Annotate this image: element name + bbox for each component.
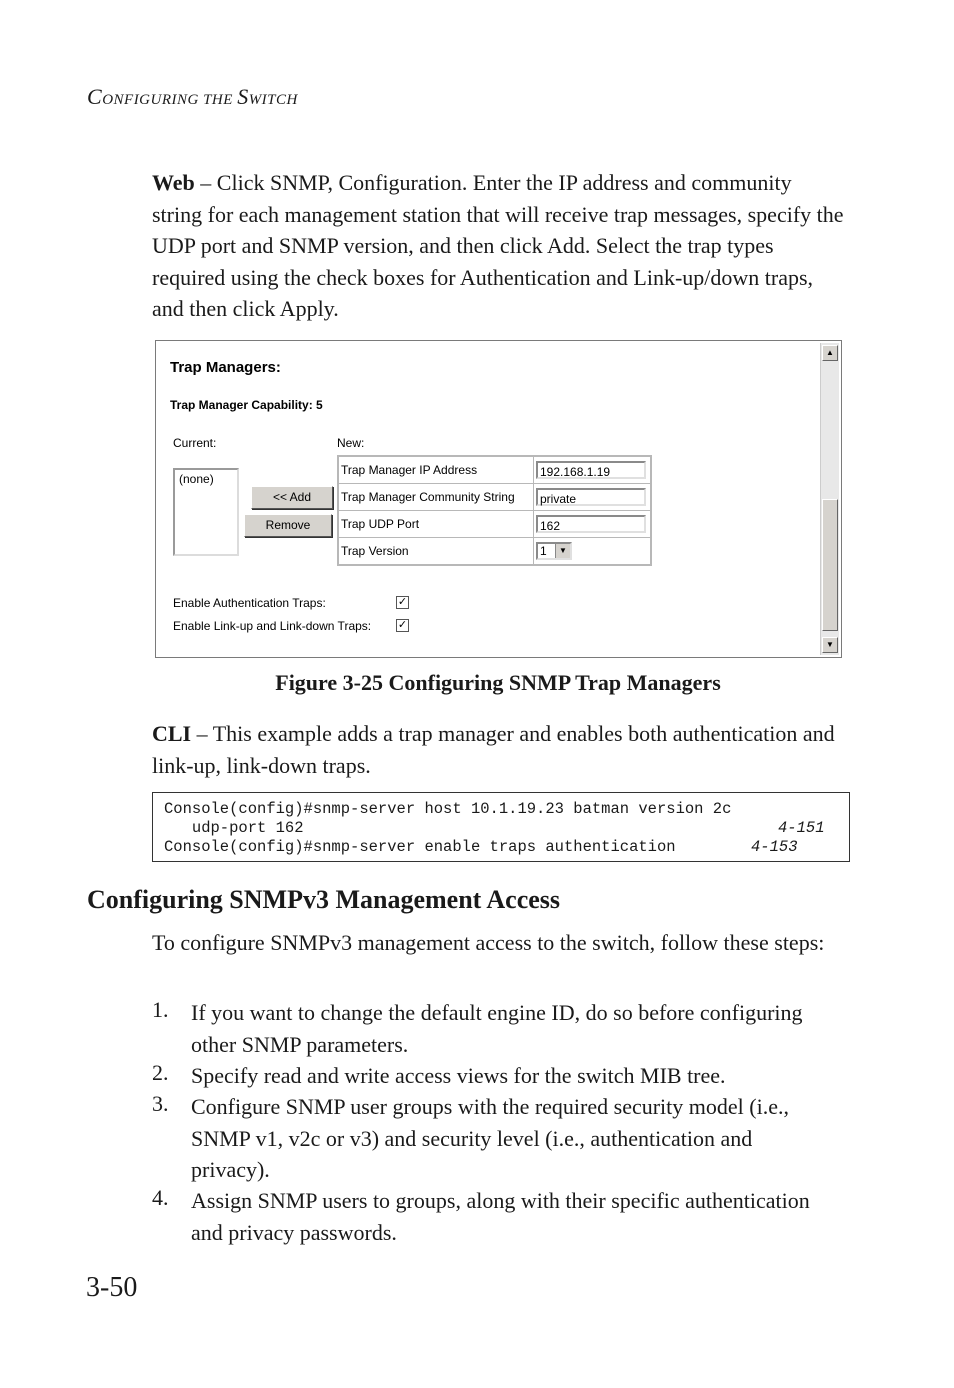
cli-lead: CLI bbox=[152, 721, 192, 746]
running-header bbox=[87, 84, 298, 110]
link-traps-label: Enable Link-up and Link-down Traps: bbox=[173, 619, 372, 633]
udp-port-label: Trap UDP Port bbox=[338, 511, 534, 538]
step-line: other SNMP parameters. bbox=[191, 1031, 409, 1057]
new-label: New: bbox=[337, 436, 365, 450]
code-reference: 4-153 bbox=[751, 838, 798, 856]
web-lead: Web bbox=[152, 170, 195, 195]
step-text bbox=[191, 1091, 851, 1186]
community-string-label: Trap Manager Community String bbox=[338, 484, 534, 511]
trap-capability-label: Trap Manager Capability: 5 bbox=[170, 398, 323, 412]
ip-address-label: Trap Manager IP Address bbox=[338, 456, 534, 484]
step-text bbox=[191, 997, 851, 1060]
web-paragraph bbox=[152, 167, 847, 325]
step-number: 2. bbox=[152, 1060, 169, 1085]
cli-text: – This example adds a trap manager and enables both authentication and link-up, link-down traps. bbox=[152, 721, 835, 778]
scroll-down-icon[interactable]: ▼ bbox=[822, 637, 838, 653]
step-line: Specify read and write access views for the switch MIB tree. bbox=[191, 1063, 726, 1088]
vertical-scrollbar[interactable] bbox=[820, 343, 839, 655]
header-text-2: WITCH bbox=[248, 92, 298, 108]
page-number: 3-50 bbox=[86, 1272, 138, 1303]
udp-port-input[interactable]: 162 bbox=[536, 515, 646, 533]
intro-paragraph: To configure SNMPv3 management access to the switch, follow these steps: bbox=[152, 930, 825, 955]
code-line: Console(config)#snmp-server enable traps authentication bbox=[164, 838, 676, 856]
step-line: Configure SNMP user groups with the required security model (i.e., bbox=[191, 1094, 789, 1119]
scroll-up-icon[interactable]: ▲ bbox=[822, 345, 838, 361]
code-line: udp-port 162 bbox=[164, 819, 304, 837]
trap-version-value: 1 bbox=[540, 544, 547, 558]
current-list-item[interactable]: (none) bbox=[179, 472, 214, 486]
community-string-input[interactable]: private bbox=[536, 488, 646, 506]
step-text bbox=[191, 1185, 851, 1248]
step-line: If you want to change the default engine ID, do so before configuring bbox=[191, 1000, 803, 1025]
form-row bbox=[338, 511, 651, 538]
step-line: and privacy passwords. bbox=[191, 1219, 397, 1245]
ip-address-input[interactable]: 192.168.1.19 bbox=[536, 461, 646, 479]
step-number: 4. bbox=[152, 1185, 169, 1210]
section-heading: Configuring SNMPv3 Management Access bbox=[87, 885, 561, 914]
web-text: – Click SNMP, Configuration. Enter the IP address and community string for each management station that will receive trap messages, specify the UDP port and SNMP version, and then click Add. Select the trap types required using the check boxes for Authentication and Link-up/down traps, and then click Apply. bbox=[152, 170, 844, 321]
form-row bbox=[338, 538, 651, 566]
remove-button[interactable]: Remove bbox=[244, 514, 332, 537]
current-label: Current: bbox=[173, 436, 217, 450]
code-reference: 4-151 bbox=[778, 819, 825, 837]
auth-traps-label: Enable Authentication Traps: bbox=[173, 596, 326, 610]
form-row bbox=[338, 484, 651, 511]
checkmark-icon: ✓ bbox=[397, 619, 408, 631]
trap-version-label: Trap Version bbox=[338, 538, 534, 566]
trap-version-select[interactable] bbox=[536, 542, 572, 560]
cli-code-block bbox=[152, 792, 850, 862]
add-button[interactable]: << Add bbox=[251, 486, 333, 509]
form-row bbox=[338, 456, 651, 484]
header-text-1: ONFIGURING THE bbox=[102, 92, 238, 108]
header-cap-s: S bbox=[237, 84, 249, 109]
step-number: 3. bbox=[152, 1091, 169, 1116]
trap-managers-title: Trap Managers: bbox=[170, 359, 281, 376]
new-trap-manager-form bbox=[337, 455, 652, 566]
figure-caption: Figure 3-25 Configuring SNMP Trap Managers bbox=[275, 670, 721, 695]
step-line: SNMP v1, v2c or v3) and security level (i.e., authentication and bbox=[191, 1125, 753, 1151]
auth-traps-checkbox[interactable] bbox=[396, 596, 409, 609]
step-text bbox=[191, 1060, 851, 1092]
link-traps-checkbox[interactable] bbox=[396, 619, 409, 632]
scroll-thumb[interactable] bbox=[822, 499, 838, 631]
trap-managers-screenshot bbox=[155, 340, 842, 658]
step-line: Assign SNMP users to groups, along with their specific authentication bbox=[191, 1188, 810, 1213]
current-trap-list[interactable] bbox=[173, 468, 239, 556]
dropdown-arrow-icon[interactable]: ▼ bbox=[555, 544, 570, 558]
code-line: Console(config)#snmp-server host 10.1.19.23 batman version 2c bbox=[164, 800, 732, 818]
cli-paragraph bbox=[152, 718, 847, 781]
step-line: privacy). bbox=[191, 1157, 270, 1182]
checkmark-icon: ✓ bbox=[397, 596, 408, 608]
step-number: 1. bbox=[152, 997, 169, 1022]
header-cap-c: C bbox=[87, 84, 103, 109]
